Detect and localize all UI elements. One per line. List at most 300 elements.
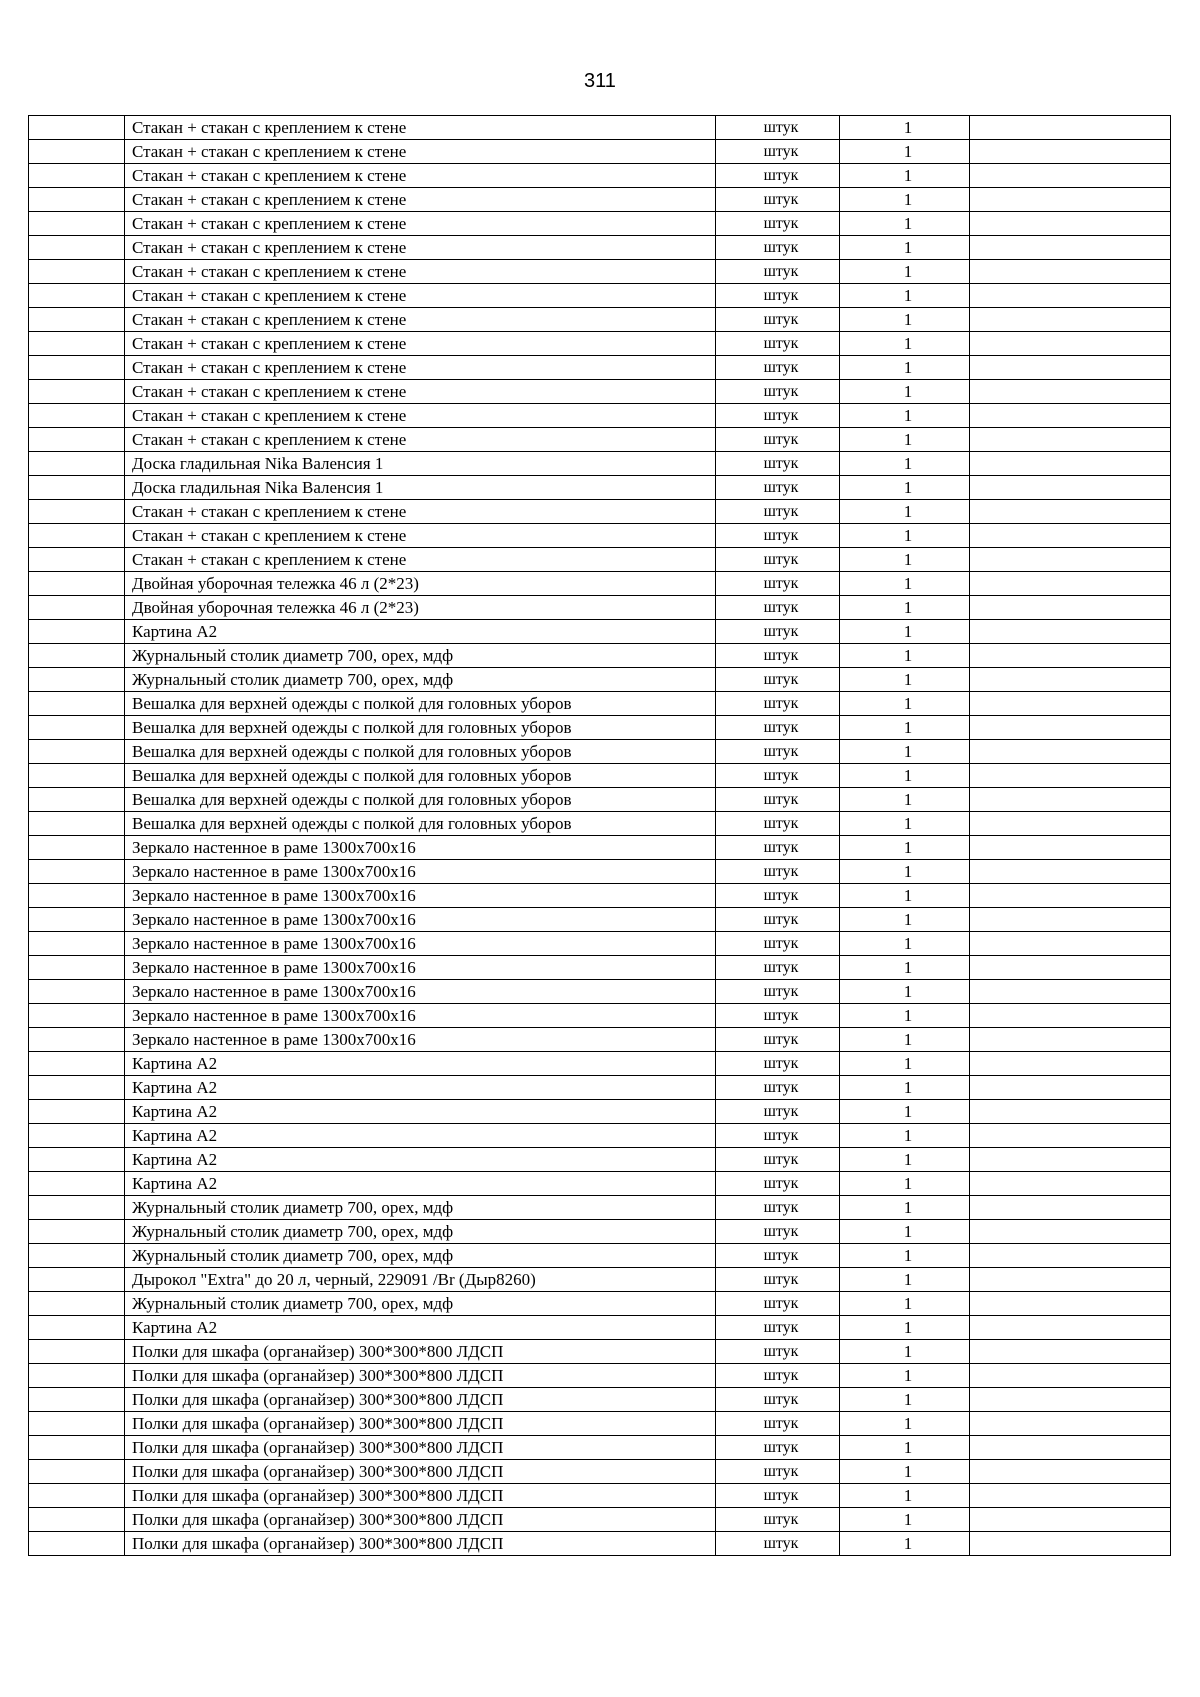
unit-cell: штук bbox=[716, 932, 840, 956]
unit-cell: штук bbox=[716, 404, 840, 428]
row-number-cell bbox=[29, 1316, 125, 1340]
row-number-cell bbox=[29, 716, 125, 740]
item-name-cell: Стакан + стакан с креплением к стене bbox=[125, 236, 716, 260]
quantity-cell: 1 bbox=[840, 1052, 970, 1076]
row-number-cell bbox=[29, 188, 125, 212]
row-number-cell bbox=[29, 980, 125, 1004]
note-cell bbox=[970, 308, 1171, 332]
unit-cell: штук bbox=[716, 500, 840, 524]
table-row bbox=[29, 1532, 1171, 1556]
row-number-cell bbox=[29, 1172, 125, 1196]
row-number-cell bbox=[29, 1364, 125, 1388]
table-row bbox=[29, 1388, 1171, 1412]
note-cell bbox=[970, 572, 1171, 596]
note-cell bbox=[970, 740, 1171, 764]
table-row bbox=[29, 860, 1171, 884]
table-row bbox=[29, 1196, 1171, 1220]
item-name-cell: Журнальный столик диаметр 700, орех, мдф bbox=[125, 644, 716, 668]
note-cell bbox=[970, 1220, 1171, 1244]
row-number-cell bbox=[29, 956, 125, 980]
quantity-cell: 1 bbox=[840, 692, 970, 716]
item-name-cell: Двойная уборочная тележка 46 л (2*23) bbox=[125, 596, 716, 620]
quantity-cell: 1 bbox=[840, 1004, 970, 1028]
item-name-cell: Стакан + стакан с креплением к стене bbox=[125, 356, 716, 380]
table-row bbox=[29, 356, 1171, 380]
table-row bbox=[29, 1244, 1171, 1268]
unit-cell: штук bbox=[716, 1196, 840, 1220]
table-row bbox=[29, 1460, 1171, 1484]
row-number-cell bbox=[29, 1508, 125, 1532]
quantity-cell: 1 bbox=[840, 236, 970, 260]
row-number-cell bbox=[29, 236, 125, 260]
unit-cell: штук bbox=[716, 692, 840, 716]
table-row bbox=[29, 884, 1171, 908]
quantity-cell: 1 bbox=[840, 380, 970, 404]
row-number-cell bbox=[29, 140, 125, 164]
table-row bbox=[29, 236, 1171, 260]
unit-cell: штук bbox=[716, 212, 840, 236]
quantity-cell: 1 bbox=[840, 284, 970, 308]
quantity-cell: 1 bbox=[840, 1436, 970, 1460]
note-cell bbox=[970, 188, 1171, 212]
note-cell bbox=[970, 212, 1171, 236]
table-row bbox=[29, 668, 1171, 692]
note-cell bbox=[970, 788, 1171, 812]
quantity-cell: 1 bbox=[840, 908, 970, 932]
table-row bbox=[29, 500, 1171, 524]
item-name-cell: Зеркало настенное в раме 1300х700х16 bbox=[125, 1004, 716, 1028]
item-name-cell: Стакан + стакан с креплением к стене bbox=[125, 260, 716, 284]
note-cell bbox=[970, 1268, 1171, 1292]
note-cell bbox=[970, 260, 1171, 284]
table-row bbox=[29, 1412, 1171, 1436]
unit-cell: штук bbox=[716, 1364, 840, 1388]
row-number-cell bbox=[29, 836, 125, 860]
table-row bbox=[29, 332, 1171, 356]
table-row bbox=[29, 1508, 1171, 1532]
note-cell bbox=[970, 620, 1171, 644]
item-name-cell: Вешалка для верхней одежды с полкой для головных уборов bbox=[125, 764, 716, 788]
row-number-cell bbox=[29, 1148, 125, 1172]
table-row bbox=[29, 836, 1171, 860]
unit-cell: штук bbox=[716, 596, 840, 620]
row-number-cell bbox=[29, 404, 125, 428]
table-row bbox=[29, 644, 1171, 668]
table-body bbox=[29, 116, 1171, 1556]
item-name-cell: Стакан + стакан с креплением к стене bbox=[125, 524, 716, 548]
quantity-cell: 1 bbox=[840, 356, 970, 380]
quantity-cell: 1 bbox=[840, 164, 970, 188]
item-name-cell: Стакан + стакан с креплением к стене bbox=[125, 164, 716, 188]
row-number-cell bbox=[29, 620, 125, 644]
table-row bbox=[29, 692, 1171, 716]
quantity-cell: 1 bbox=[840, 956, 970, 980]
row-number-cell bbox=[29, 932, 125, 956]
item-name-cell: Полки для шкафа (органайзер) 300*300*800 ЛДСП bbox=[125, 1436, 716, 1460]
row-number-cell bbox=[29, 644, 125, 668]
item-name-cell: Стакан + стакан с креплением к стене bbox=[125, 308, 716, 332]
item-name-cell: Стакан + стакан с креплением к стене bbox=[125, 188, 716, 212]
item-name-cell: Двойная уборочная тележка 46 л (2*23) bbox=[125, 572, 716, 596]
unit-cell: штук bbox=[716, 1268, 840, 1292]
item-name-cell: Стакан + стакан с креплением к стене bbox=[125, 284, 716, 308]
table-row bbox=[29, 188, 1171, 212]
item-name-cell: Стакан + стакан с креплением к стене bbox=[125, 404, 716, 428]
table-row bbox=[29, 812, 1171, 836]
note-cell bbox=[970, 164, 1171, 188]
unit-cell: штук bbox=[716, 284, 840, 308]
item-name-cell: Зеркало настенное в раме 1300х700х16 bbox=[125, 884, 716, 908]
item-name-cell: Полки для шкафа (органайзер) 300*300*800 ЛДСП bbox=[125, 1412, 716, 1436]
unit-cell: штук bbox=[716, 764, 840, 788]
quantity-cell: 1 bbox=[840, 788, 970, 812]
note-cell bbox=[970, 764, 1171, 788]
item-name-cell: Зеркало настенное в раме 1300х700х16 bbox=[125, 860, 716, 884]
table-row bbox=[29, 1364, 1171, 1388]
unit-cell: штук bbox=[716, 308, 840, 332]
row-number-cell bbox=[29, 1220, 125, 1244]
quantity-cell: 1 bbox=[840, 308, 970, 332]
item-name-cell: Зеркало настенное в раме 1300х700х16 bbox=[125, 932, 716, 956]
note-cell bbox=[970, 668, 1171, 692]
item-name-cell: Картина А2 bbox=[125, 1100, 716, 1124]
note-cell bbox=[970, 692, 1171, 716]
unit-cell: штук bbox=[716, 380, 840, 404]
item-name-cell: Журнальный столик диаметр 700, орех, мдф bbox=[125, 1196, 716, 1220]
item-name-cell: Зеркало настенное в раме 1300х700х16 bbox=[125, 956, 716, 980]
table-row bbox=[29, 404, 1171, 428]
quantity-cell: 1 bbox=[840, 548, 970, 572]
table-row bbox=[29, 932, 1171, 956]
unit-cell: штук bbox=[716, 716, 840, 740]
note-cell bbox=[970, 332, 1171, 356]
row-number-cell bbox=[29, 356, 125, 380]
table-row bbox=[29, 620, 1171, 644]
note-cell bbox=[970, 236, 1171, 260]
quantity-cell: 1 bbox=[840, 1076, 970, 1100]
table-row bbox=[29, 1292, 1171, 1316]
note-cell bbox=[970, 476, 1171, 500]
table-row bbox=[29, 908, 1171, 932]
item-name-cell: Стакан + стакан с креплением к стене bbox=[125, 428, 716, 452]
item-name-cell: Доска гладильная Nika Валенсия 1 bbox=[125, 452, 716, 476]
item-name-cell: Журнальный столик диаметр 700, орех, мдф bbox=[125, 1220, 716, 1244]
quantity-cell: 1 bbox=[840, 332, 970, 356]
note-cell bbox=[970, 452, 1171, 476]
unit-cell: штук bbox=[716, 1220, 840, 1244]
quantity-cell: 1 bbox=[840, 428, 970, 452]
unit-cell: штук bbox=[716, 332, 840, 356]
table-row bbox=[29, 716, 1171, 740]
quantity-cell: 1 bbox=[840, 1220, 970, 1244]
table-row bbox=[29, 1484, 1171, 1508]
unit-cell: штук bbox=[716, 1244, 840, 1268]
unit-cell: штук bbox=[716, 1460, 840, 1484]
row-number-cell bbox=[29, 1124, 125, 1148]
note-cell bbox=[970, 1460, 1171, 1484]
table-row bbox=[29, 548, 1171, 572]
item-name-cell: Стакан + стакан с креплением к стене bbox=[125, 380, 716, 404]
quantity-cell: 1 bbox=[840, 500, 970, 524]
unit-cell: штук bbox=[716, 188, 840, 212]
row-number-cell bbox=[29, 1532, 125, 1556]
table-row bbox=[29, 308, 1171, 332]
unit-cell: штук bbox=[716, 812, 840, 836]
note-cell bbox=[970, 1532, 1171, 1556]
note-cell bbox=[970, 884, 1171, 908]
item-name-cell: Вешалка для верхней одежды с полкой для головных уборов bbox=[125, 716, 716, 740]
item-name-cell: Картина А2 bbox=[125, 1316, 716, 1340]
quantity-cell: 1 bbox=[840, 1172, 970, 1196]
inventory-table bbox=[28, 115, 1171, 1556]
item-name-cell: Зеркало настенное в раме 1300х700х16 bbox=[125, 836, 716, 860]
note-cell bbox=[970, 356, 1171, 380]
quantity-cell: 1 bbox=[840, 884, 970, 908]
item-name-cell: Зеркало настенное в раме 1300х700х16 bbox=[125, 1028, 716, 1052]
row-number-cell bbox=[29, 1436, 125, 1460]
table-row bbox=[29, 260, 1171, 284]
table-row bbox=[29, 284, 1171, 308]
note-cell bbox=[970, 812, 1171, 836]
item-name-cell: Зеркало настенное в раме 1300х700х16 bbox=[125, 908, 716, 932]
unit-cell: штук bbox=[716, 1076, 840, 1100]
item-name-cell: Картина А2 bbox=[125, 1076, 716, 1100]
table-row bbox=[29, 788, 1171, 812]
table-row bbox=[29, 452, 1171, 476]
quantity-cell: 1 bbox=[840, 644, 970, 668]
row-number-cell bbox=[29, 260, 125, 284]
table-row bbox=[29, 476, 1171, 500]
table-row bbox=[29, 1316, 1171, 1340]
item-name-cell: Журнальный столик диаметр 700, орех, мдф bbox=[125, 1292, 716, 1316]
row-number-cell bbox=[29, 500, 125, 524]
row-number-cell bbox=[29, 1028, 125, 1052]
table-row bbox=[29, 380, 1171, 404]
item-name-cell: Стакан + стакан с креплением к стене bbox=[125, 140, 716, 164]
row-number-cell bbox=[29, 884, 125, 908]
row-number-cell bbox=[29, 1460, 125, 1484]
quantity-cell: 1 bbox=[840, 836, 970, 860]
unit-cell: штук bbox=[716, 788, 840, 812]
quantity-cell: 1 bbox=[840, 812, 970, 836]
note-cell bbox=[970, 1388, 1171, 1412]
quantity-cell: 1 bbox=[840, 404, 970, 428]
table-row bbox=[29, 116, 1171, 140]
quantity-cell: 1 bbox=[840, 1340, 970, 1364]
quantity-cell: 1 bbox=[840, 1412, 970, 1436]
item-name-cell: Картина А2 bbox=[125, 620, 716, 644]
quantity-cell: 1 bbox=[840, 1028, 970, 1052]
table-row bbox=[29, 1436, 1171, 1460]
row-number-cell bbox=[29, 1196, 125, 1220]
unit-cell: штук bbox=[716, 1028, 840, 1052]
unit-cell: штук bbox=[716, 572, 840, 596]
quantity-cell: 1 bbox=[840, 572, 970, 596]
row-number-cell bbox=[29, 452, 125, 476]
table-row bbox=[29, 164, 1171, 188]
unit-cell: штук bbox=[716, 980, 840, 1004]
table-row bbox=[29, 572, 1171, 596]
note-cell bbox=[970, 908, 1171, 932]
quantity-cell: 1 bbox=[840, 716, 970, 740]
unit-cell: штук bbox=[716, 668, 840, 692]
table-row bbox=[29, 1076, 1171, 1100]
note-cell bbox=[970, 1100, 1171, 1124]
table-row bbox=[29, 1004, 1171, 1028]
unit-cell: штук bbox=[716, 356, 840, 380]
note-cell bbox=[970, 716, 1171, 740]
quantity-cell: 1 bbox=[840, 620, 970, 644]
note-cell bbox=[970, 980, 1171, 1004]
row-number-cell bbox=[29, 1100, 125, 1124]
table-row bbox=[29, 1220, 1171, 1244]
note-cell bbox=[970, 380, 1171, 404]
unit-cell: штук bbox=[716, 116, 840, 140]
table-row bbox=[29, 1340, 1171, 1364]
table-row bbox=[29, 524, 1171, 548]
item-name-cell: Стакан + стакан с креплением к стене bbox=[125, 548, 716, 572]
unit-cell: штук bbox=[716, 620, 840, 644]
row-number-cell bbox=[29, 380, 125, 404]
note-cell bbox=[970, 524, 1171, 548]
note-cell bbox=[970, 140, 1171, 164]
row-number-cell bbox=[29, 116, 125, 140]
note-cell bbox=[970, 596, 1171, 620]
page-number: 311 bbox=[584, 70, 616, 92]
row-number-cell bbox=[29, 1076, 125, 1100]
unit-cell: штук bbox=[716, 524, 840, 548]
item-name-cell: Полки для шкафа (органайзер) 300*300*800 ЛДСП bbox=[125, 1460, 716, 1484]
row-number-cell bbox=[29, 308, 125, 332]
quantity-cell: 1 bbox=[840, 596, 970, 620]
table-row bbox=[29, 764, 1171, 788]
row-number-cell bbox=[29, 212, 125, 236]
unit-cell: штук bbox=[716, 1508, 840, 1532]
unit-cell: штук bbox=[716, 236, 840, 260]
note-cell bbox=[970, 956, 1171, 980]
table-row bbox=[29, 428, 1171, 452]
item-name-cell: Стакан + стакан с креплением к стене bbox=[125, 212, 716, 236]
unit-cell: штук bbox=[716, 956, 840, 980]
unit-cell: штук bbox=[716, 1004, 840, 1028]
quantity-cell: 1 bbox=[840, 980, 970, 1004]
quantity-cell: 1 bbox=[840, 932, 970, 956]
table-row bbox=[29, 1148, 1171, 1172]
item-name-cell: Полки для шкафа (органайзер) 300*300*800 ЛДСП bbox=[125, 1340, 716, 1364]
table-row bbox=[29, 980, 1171, 1004]
quantity-cell: 1 bbox=[840, 1508, 970, 1532]
table-row bbox=[29, 1268, 1171, 1292]
item-name-cell: Дырокол "Extra" до 20 л, черный, 229091 /Br (Дыр8260) bbox=[125, 1268, 716, 1292]
quantity-cell: 1 bbox=[840, 1148, 970, 1172]
row-number-cell bbox=[29, 332, 125, 356]
unit-cell: штук bbox=[716, 884, 840, 908]
row-number-cell bbox=[29, 668, 125, 692]
quantity-cell: 1 bbox=[840, 1484, 970, 1508]
row-number-cell bbox=[29, 548, 125, 572]
item-name-cell: Картина А2 bbox=[125, 1148, 716, 1172]
unit-cell: штук bbox=[716, 1436, 840, 1460]
unit-cell: штук bbox=[716, 908, 840, 932]
note-cell bbox=[970, 428, 1171, 452]
unit-cell: штук bbox=[716, 740, 840, 764]
quantity-cell: 1 bbox=[840, 476, 970, 500]
unit-cell: штук bbox=[716, 1100, 840, 1124]
table-row bbox=[29, 596, 1171, 620]
row-number-cell bbox=[29, 1388, 125, 1412]
item-name-cell: Картина А2 bbox=[125, 1052, 716, 1076]
item-name-cell: Полки для шкафа (органайзер) 300*300*800 ЛДСП bbox=[125, 1364, 716, 1388]
note-cell bbox=[970, 1028, 1171, 1052]
row-number-cell bbox=[29, 860, 125, 884]
quantity-cell: 1 bbox=[840, 260, 970, 284]
note-cell bbox=[970, 1004, 1171, 1028]
row-number-cell bbox=[29, 812, 125, 836]
note-cell bbox=[970, 1244, 1171, 1268]
unit-cell: штук bbox=[716, 1124, 840, 1148]
row-number-cell bbox=[29, 524, 125, 548]
quantity-cell: 1 bbox=[840, 740, 970, 764]
quantity-cell: 1 bbox=[840, 1244, 970, 1268]
quantity-cell: 1 bbox=[840, 1388, 970, 1412]
unit-cell: штук bbox=[716, 860, 840, 884]
quantity-cell: 1 bbox=[840, 1124, 970, 1148]
quantity-cell: 1 bbox=[840, 668, 970, 692]
item-name-cell: Журнальный столик диаметр 700, орех, мдф bbox=[125, 668, 716, 692]
note-cell bbox=[970, 404, 1171, 428]
item-name-cell: Стакан + стакан с креплением к стене bbox=[125, 332, 716, 356]
note-cell bbox=[970, 836, 1171, 860]
unit-cell: штук bbox=[716, 1292, 840, 1316]
item-name-cell: Журнальный столик диаметр 700, орех, мдф bbox=[125, 1244, 716, 1268]
table-row bbox=[29, 1124, 1171, 1148]
row-number-cell bbox=[29, 1484, 125, 1508]
row-number-cell bbox=[29, 1004, 125, 1028]
item-name-cell: Доска гладильная Nika Валенсия 1 bbox=[125, 476, 716, 500]
quantity-cell: 1 bbox=[840, 1100, 970, 1124]
quantity-cell: 1 bbox=[840, 452, 970, 476]
row-number-cell bbox=[29, 740, 125, 764]
quantity-cell: 1 bbox=[840, 140, 970, 164]
unit-cell: штук bbox=[716, 1316, 840, 1340]
row-number-cell bbox=[29, 572, 125, 596]
note-cell bbox=[970, 1436, 1171, 1460]
quantity-cell: 1 bbox=[840, 1292, 970, 1316]
note-cell bbox=[970, 1340, 1171, 1364]
table-row bbox=[29, 1100, 1171, 1124]
item-name-cell: Полки для шкафа (органайзер) 300*300*800 ЛДСП bbox=[125, 1484, 716, 1508]
quantity-cell: 1 bbox=[840, 1196, 970, 1220]
table-row bbox=[29, 740, 1171, 764]
note-cell bbox=[970, 1364, 1171, 1388]
row-number-cell bbox=[29, 1412, 125, 1436]
row-number-cell bbox=[29, 164, 125, 188]
row-number-cell bbox=[29, 1052, 125, 1076]
note-cell bbox=[970, 1172, 1171, 1196]
note-cell bbox=[970, 548, 1171, 572]
item-name-cell: Картина А2 bbox=[125, 1124, 716, 1148]
note-cell bbox=[970, 1052, 1171, 1076]
item-name-cell: Полки для шкафа (органайзер) 300*300*800 ЛДСП bbox=[125, 1532, 716, 1556]
table-row bbox=[29, 1172, 1171, 1196]
item-name-cell: Стакан + стакан с креплением к стене bbox=[125, 116, 716, 140]
quantity-cell: 1 bbox=[840, 188, 970, 212]
note-cell bbox=[970, 932, 1171, 956]
note-cell bbox=[970, 116, 1171, 140]
row-number-cell bbox=[29, 692, 125, 716]
unit-cell: штук bbox=[716, 548, 840, 572]
item-name-cell: Полки для шкафа (органайзер) 300*300*800 ЛДСП bbox=[125, 1508, 716, 1532]
